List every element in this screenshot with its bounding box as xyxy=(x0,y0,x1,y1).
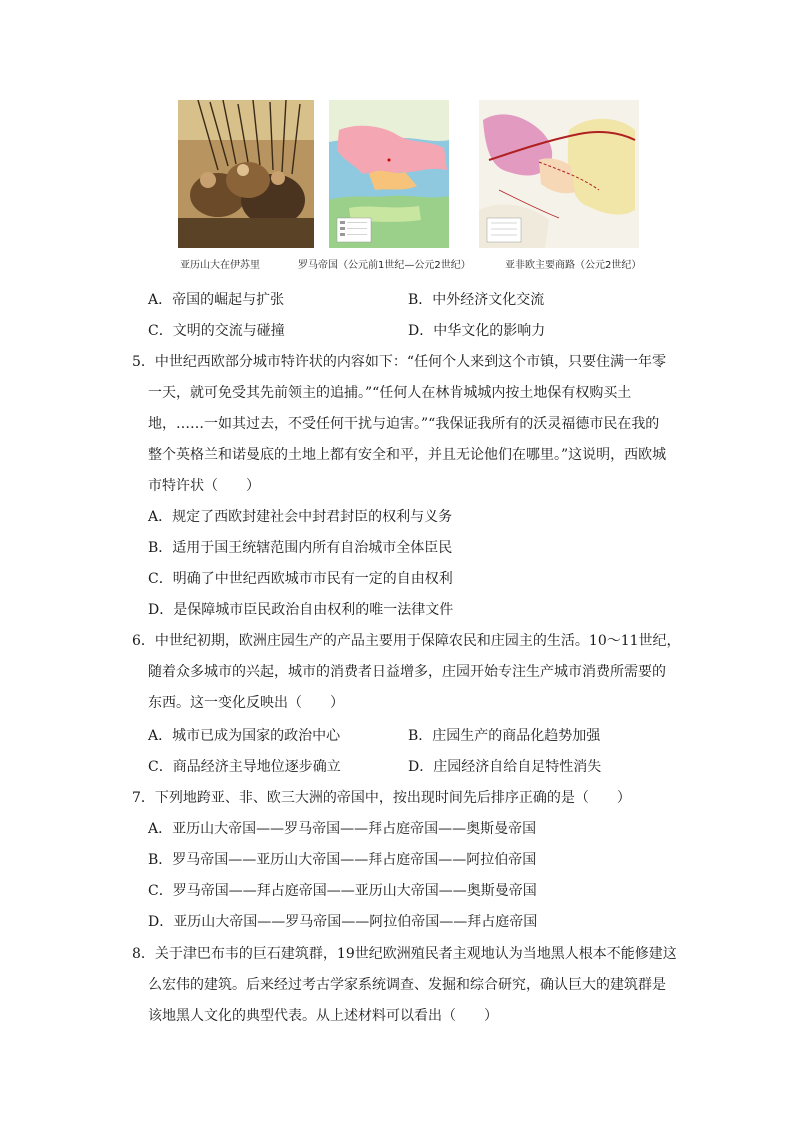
q8-stem-line-2: 么宏伟的建筑。后来经过考古学家系统调查、发掘和综合研究，确认巨大的建筑群是 xyxy=(148,977,666,993)
q6-option-b[interactable]: B．庄园生产的商品化趋势加强 xyxy=(408,728,601,744)
q5-option-d[interactable]: D．是保障城市臣民政治自由权利的唯一法律文件 xyxy=(148,602,454,618)
figure-caption-3: 亚非欧主要商路（公元2世纪） xyxy=(505,260,642,271)
roman-empire-map-image xyxy=(329,100,449,248)
q6-stem-line-1: 6．中世纪初期，欧洲庄园生产的产品主要用于保障农民和庄园主的生活。10～11世纪， xyxy=(132,633,681,649)
q5-stem-line-4: 整个英格兰和诺曼底的土地上都有安全和平，并且无论他们在哪里。”这说明，西欧城 xyxy=(148,447,667,463)
q5-option-a[interactable]: A．规定了西欧封建社会中封君封臣的权利与义务 xyxy=(148,509,453,525)
q5-stem-line-2: 一天，就可免受其先前领主的追捕。”“任何人在林肯城城内按土地保有权购买土 xyxy=(148,385,632,401)
q7-option-b[interactable]: B．罗马帝国——亚历山大帝国——拜占庭帝国——阿拉伯帝国 xyxy=(148,852,537,868)
q5-option-c[interactable]: C．明确了中世纪西欧城市市民有一定的自由权利 xyxy=(148,571,453,587)
q6-option-d[interactable]: D．庄园经济自给自足特性消失 xyxy=(408,759,602,775)
q7-option-d[interactable]: D．亚历山大帝国——罗马帝国——阿拉伯帝国——拜占庭帝国 xyxy=(148,914,538,930)
q7-stem: 7．下列地跨亚、非、欧三大洲的帝国中，按出现时间先后排序正确的是（ ） xyxy=(132,790,631,806)
q5-stem-line-5: 市特许状（ ） xyxy=(148,478,260,494)
q7-option-c[interactable]: C．罗马帝国——拜占庭帝国——亚历山大帝国——奥斯曼帝国 xyxy=(148,883,537,899)
figure-caption-2: 罗马帝国（公元前1世纪—公元2世纪） xyxy=(298,260,471,271)
q6-stem-line-3: 东西。这一变化反映出（ ） xyxy=(148,695,344,711)
q8-stem-line-1: 8．关于津巴布韦的巨石建筑群，19世纪欧洲殖民者主观地认为当地黑人根本不能修建这 xyxy=(132,946,677,962)
battle-painting-image xyxy=(178,100,314,248)
q8-stem-line-3: 该地黑人文化的典型代表。从上述材料可以看出（ ） xyxy=(148,1008,498,1024)
trade-routes-map-image xyxy=(479,100,639,248)
q4-option-d[interactable]: D．中华文化的影响力 xyxy=(408,323,546,339)
q4-option-b[interactable]: B．中外经济文化交流 xyxy=(408,292,545,308)
figure-caption-1: 亚历山大在伊苏里 xyxy=(180,260,260,271)
q5-stem-line-3: 地，……一如其过去，不受任何干扰与迫害。”“我保证我所有的沃灵福德市民在我的 xyxy=(148,416,660,432)
q4-option-a[interactable]: A．帝国的崛起与扩张 xyxy=(148,292,285,308)
q6-option-a[interactable]: A．城市已成为国家的政治中心 xyxy=(148,728,341,744)
q6-option-c[interactable]: C．商品经济主导地位逐步确立 xyxy=(148,759,341,775)
q5-option-b[interactable]: B．适用于国王统辖范围内所有自治城市全体臣民 xyxy=(148,540,453,556)
q6-stem-line-2: 随着众多城市的兴起，城市的消费者日益增多，庄园开始专注生产城市消费所需要的 xyxy=(148,664,666,680)
q7-option-a[interactable]: A．亚历山大帝国——罗马帝国——拜占庭帝国——奥斯曼帝国 xyxy=(148,821,537,837)
q5-stem-line-1: 5．中世纪西欧部分城市特许状的内容如下：“任何个人来到这个市镇，只要住满一年零 xyxy=(132,354,667,370)
q4-option-c[interactable]: C．文明的交流与碰撞 xyxy=(148,323,285,339)
